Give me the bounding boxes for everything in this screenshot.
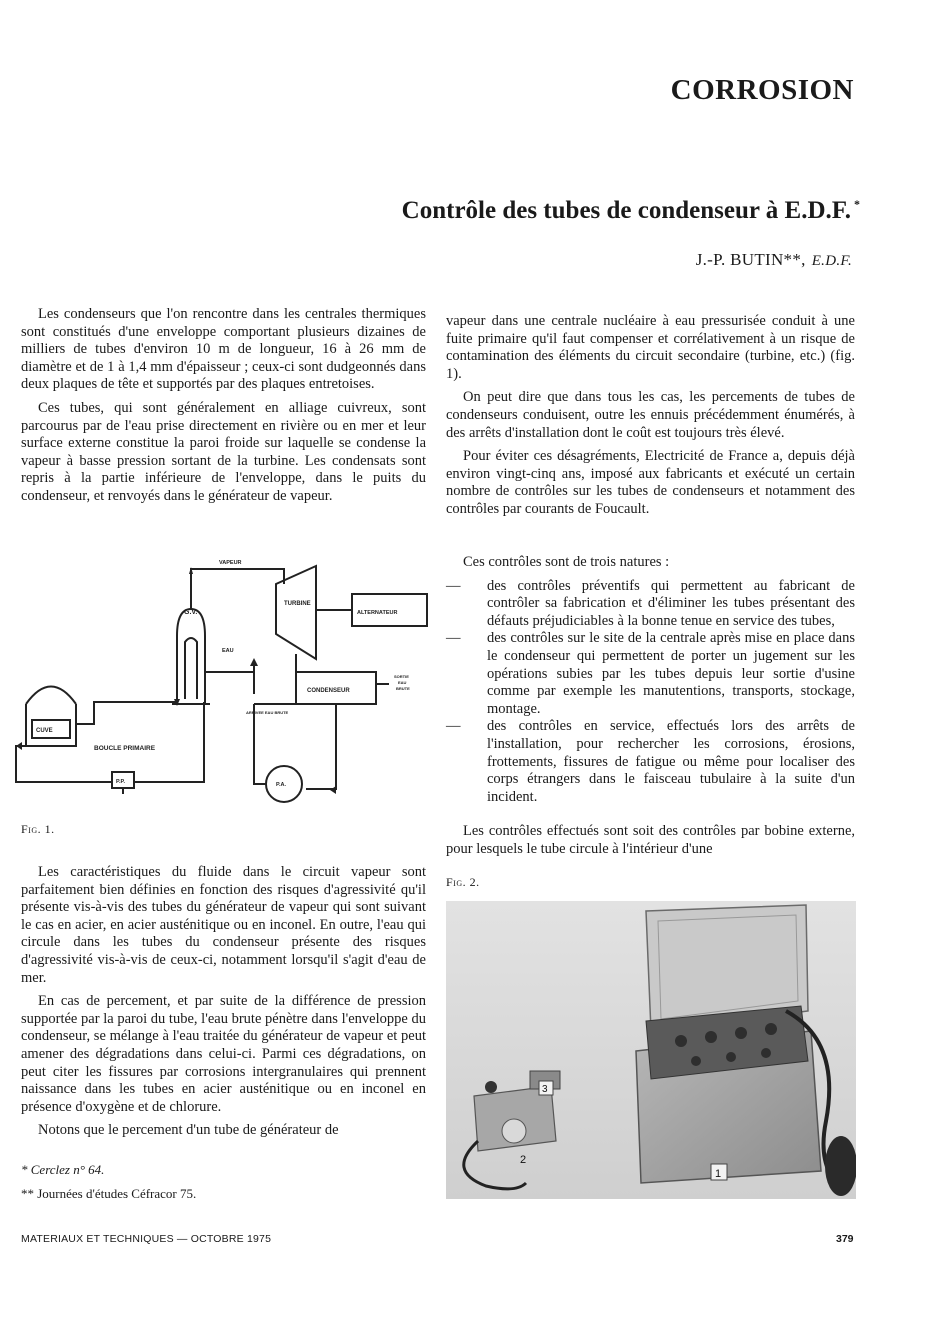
list-item-text: des contrôles préventifs qui permettent au fabricant de contrôler sa fabrication et d'éliminer les tubes présentant des défauts préjudiciables à la bonne tenue en service des tubes, — [487, 577, 855, 629]
author-name: J.-P. BUTIN**, — [695, 250, 806, 269]
condensate-line — [306, 704, 336, 789]
journal-footer: MATERIAUX ET TECHNIQUES — OCTOBRE 1975 — [21, 1233, 272, 1245]
page-number: 379 — [836, 1233, 854, 1245]
diagram-label-cuve: CUVE — [36, 728, 53, 734]
diagram-label-sortie: SORTIE — [394, 674, 409, 679]
photo-label-3: 3 — [542, 1084, 548, 1095]
list-item — [446, 630, 855, 718]
primary-loop-hot-leg — [76, 702, 176, 724]
steam-generator-tubes — [185, 638, 197, 699]
diagram-label-sortie: BRUTE — [396, 686, 410, 691]
paragraph: Ces tubes, qui sont généralement en alliage cuivreux, sont parcourus par de l'eau prise directement en rivière ou en mer et leur surface externe constitue la paroi froide sur laquelle se condense la vapeur à basse pression sortant de la turbine. Les condensats sont repris à la partie inférieure de l'enveloppe, dans le puits du condenseur, et renvoyés dans le générateur de vapeur. — [21, 399, 426, 504]
left-column-bottom — [21, 864, 426, 1146]
cuve-vessel — [26, 704, 76, 746]
steam-generator-shell — [177, 609, 205, 704]
paragraph: Pour éviter ces désagréments, Electricité de France a, depuis déjà environ vingt-cinq ans, imposé aux fabricants et exécuté un certain nombre de contrôles sur les tubes de condenseurs et notamment des contrôles par courants de Foucault. — [446, 448, 855, 517]
section-title: CORROSION — [670, 74, 854, 106]
author-affiliation: E.D.F. — [811, 253, 852, 269]
paragraph: On peut dire que dans tous les cas, les percements de tubes de condenseurs conduisent, outre les ennuis précédemment énumérés, à des arrêts d'installation dont le coût est toujours très élevé. — [446, 389, 855, 441]
control-types-list — [446, 578, 855, 807]
list-item-text: des contrôles en service, effectués lors des arrêts de l'installation, pour rechercher les corrosions, érosions, frottements, fissures de fatigue ou même pour localiser des corps étrangers dans le faisceau tubulaire à la suite d'un incident. — [487, 718, 855, 805]
diagram-label-arrivee: ARRIVEE EAU BRUTE — [246, 710, 289, 715]
article-title — [402, 197, 860, 225]
right-column-top — [446, 313, 855, 525]
paragraph: Les caractéristiques du fluide dans le circuit vapeur sont parfaitement bien définies en fonction des risques d'agressivité qu'il présente vis-à-vis des tubes du générateur de vapeur qui sont suivant le cas en acier, en acier austénitique ou en inconel. En outre, l'eau qui circule dans les tubes du condenseur présente des risques d'agressivité vis-à-vis de ceux-ci, notamment lorsqu'il s'agit d'eau de mer. — [21, 864, 426, 986]
diagram-label-gv: G.V. — [184, 609, 198, 616]
title-footnote-mark: * — [854, 197, 860, 211]
steam-line — [191, 569, 284, 609]
diagram-label-pp: P.P. — [116, 779, 125, 785]
figure-1-caption: Fig. 1. — [21, 822, 55, 836]
list-item — [446, 578, 855, 631]
paragraph: Les condenseurs que l'on rencontre dans les centrales thermiques sont constitués d'une enveloppe comportant plusieurs dizaines de milliers de tubes d'environ 10 m de longueur, 16 à 26 mm de diamètre et de 1 à 1,4 mm d'épaisseur ; ceux-ci sont dudgeonnés dans deux plaques de tête et supportés par des plaques entretoises. — [21, 306, 426, 393]
diagram-label-boucle: BOUCLE PRIMAIRE — [94, 745, 156, 752]
footnote-1: * Cerclez n° 64. — [21, 1162, 105, 1177]
list-intro: Ces contrôles sont de trois natures : — [463, 554, 670, 570]
diagram-label-condenseur: CONDENSEUR — [307, 688, 350, 694]
list-dash: — — [446, 577, 461, 594]
diagram-label-sortie: EAU — [398, 680, 407, 685]
diagram-label-vapeur: VAPEUR — [219, 560, 242, 566]
diagram-label-pa: P.A. — [276, 782, 286, 788]
cuve-dome — [26, 687, 76, 705]
figure-2-caption: Fig. 2. — [446, 875, 480, 889]
right-column-list — [446, 554, 855, 806]
list-item — [446, 718, 855, 806]
list-dash: — — [446, 630, 461, 647]
list-item-text: des contrôles sur le site de la centrale après mise en place dans le condenseur qui permettent de porter un jugement sur les opérations subies par les tubes depuis leur sortie d'usine comme par exemple les manutentions, transports, stockage, montage. — [487, 630, 855, 717]
diagram-label-eau: EAU — [222, 648, 234, 654]
article-title-text: Contrôle des tubes de condenseur à E.D.F. — [401, 197, 851, 224]
photo-label-1: 1 — [715, 1168, 722, 1180]
footnote-2: ** Journées d'études Céfracor 75. — [21, 1186, 197, 1201]
figure-2-photo — [446, 901, 856, 1199]
author-line — [696, 250, 852, 270]
feedwater-return — [205, 664, 254, 672]
right-column-bottom — [446, 823, 855, 864]
diagram-label-alternateur: ALTERNATEUR — [357, 610, 398, 616]
paragraph: vapeur dans une centrale nucléaire à eau pressurisée conduit à une fuite primaire qu'il faut compenser et corrélativement à un risque de contamination des éléments du circuit secondaire (turbine, etc.) (fig. 1). — [446, 313, 855, 382]
paragraph: Les contrôles effectués sont soit des contrôles par bobine externe, pour lesquels le tube circule à l'intérieur d'une — [446, 823, 855, 857]
list-dash: — — [446, 718, 461, 735]
primary-loop-cold-leg-right — [134, 702, 204, 782]
paragraph: En cas de percement, et par suite de la différence de pression supportée par la paroi du tube, l'eau brute pénètre dans l'enveloppe du condenseur, se mélange à l'eau traitée du générateur de vapeur et peut amener des dégradations dans celui-ci. Parmi ces dégradations, on peut citer les fissures par corrosions intergranulaires qui prennent naissance dans les tubes en acier austénitique ou en inconel en présence d'oxygène et de chlorure. — [21, 993, 426, 1115]
paragraph: Notons que le percement d'un tube de générateur de — [38, 1122, 339, 1139]
figure-1-diagram — [14, 554, 434, 809]
turbine-shape — [276, 566, 316, 659]
photo-label-2: 2 — [520, 1154, 527, 1166]
diagram-label-turbine: TURBINE — [284, 601, 311, 607]
left-column-top — [21, 306, 426, 512]
